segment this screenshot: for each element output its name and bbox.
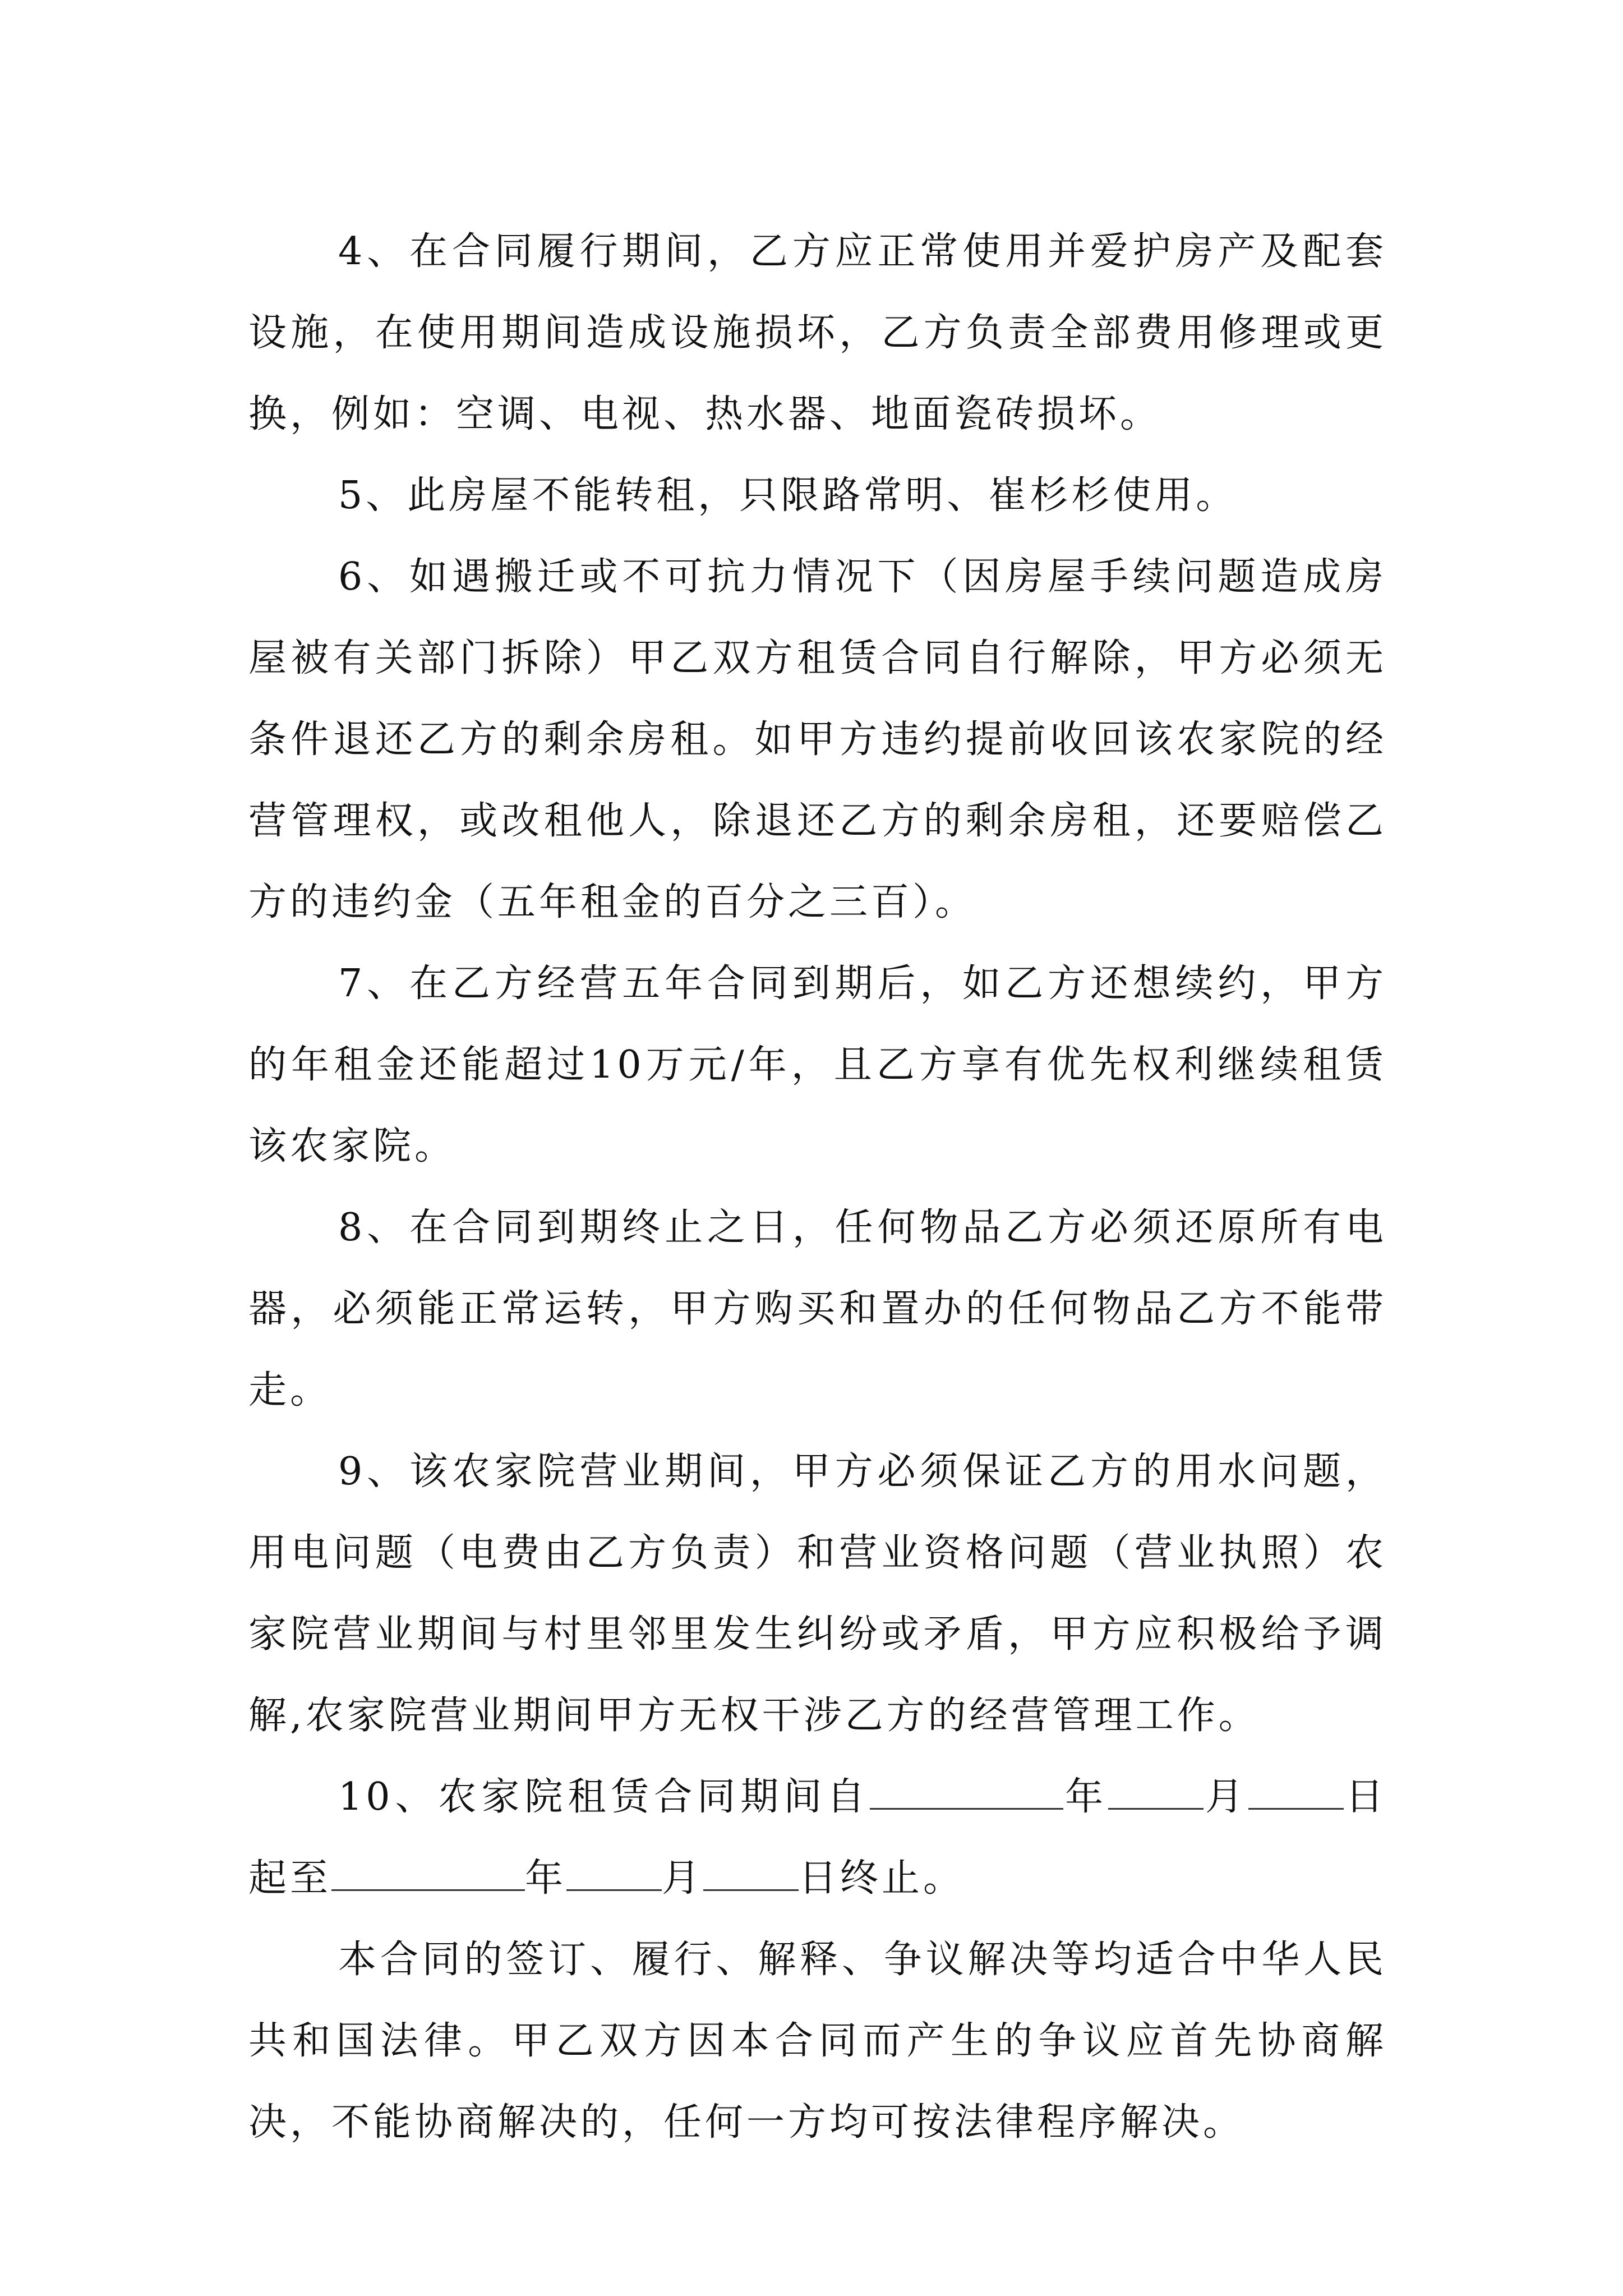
end-year-blank — [331, 1856, 525, 1891]
clause-5: 5、此房屋不能转租，只限路常明、崔杉杉使用。 — [338, 473, 1238, 518]
end-label: 日终止。 — [799, 1856, 965, 1901]
clause-6: 6、如遇搬迁或不可抗力情况下（因房屋手续问题造成房屋被有关部门拆除）甲乙双方租赁合同自行解除，甲方必须无条件退还乙方的剩余房租。如甲方违约提前收回该农家院的经营管理权，或改租他人，除退还乙方的剩余房租，还要赔偿乙方的违约金（五年租金的百分之三百）。 — [248, 555, 1387, 924]
clause-10-prefix: 10、农家院租赁合同期间自 — [338, 1775, 870, 1819]
closing-paragraph: 本合同的签订、履行、解释、争议解决等均适合中华人民共和国法律。甲乙双方因本合同而产生的争议应首先协商解决，不能协商解决的，任何一方均可按法律程序解决。 — [248, 1938, 1387, 2145]
start-day-label: 日 — [1344, 1775, 1387, 1819]
clause-10 — [248, 1756, 1387, 1919]
until-label: 起至 — [248, 1856, 332, 1901]
end-year-label: 年 — [525, 1856, 567, 1901]
clause-4: 4、在合同履行期间，乙方应正常使用并爱护房产及配套设施，在使用期间造成设施损坏，乙方负责全部费用修理或更换，例如：空调、电视、热水器、地面瓷砖损坏。 — [248, 229, 1387, 436]
end-month-blank — [566, 1856, 662, 1891]
clause-9: 9、该农家院营业期间，甲方必须保证乙方的用水问题，用电问题（电费由乙方负责）和营业资格问题（营业执照）农家院营业期间与村里邻里发生纠纷或矛盾，甲方应积极给予调解,农家院营业期间甲方无权干涉乙方的经营管理工作。 — [248, 1450, 1387, 1738]
start-month-label: 月 — [1204, 1775, 1248, 1819]
end-day-blank — [703, 1856, 799, 1891]
start-year-blank — [870, 1774, 1063, 1810]
start-month-blank — [1108, 1774, 1204, 1810]
contract-body — [248, 211, 1387, 2163]
end-month-label: 月 — [662, 1856, 704, 1901]
start-day-blank — [1248, 1774, 1344, 1810]
clause-8: 8、在合同到期终止之日，任何物品乙方必须还原所有电器，必须能正常运转，甲方购买和置办的任何物品乙方不能带走。 — [248, 1205, 1387, 1412]
clause-7: 7、在乙方经营五年合同到期后，如乙方还想续约，甲方的年租金还能超过10万元/年，且乙方享有优先权利继续租赁该农家院。 — [248, 961, 1387, 1168]
start-year-label: 年 — [1063, 1775, 1109, 1819]
